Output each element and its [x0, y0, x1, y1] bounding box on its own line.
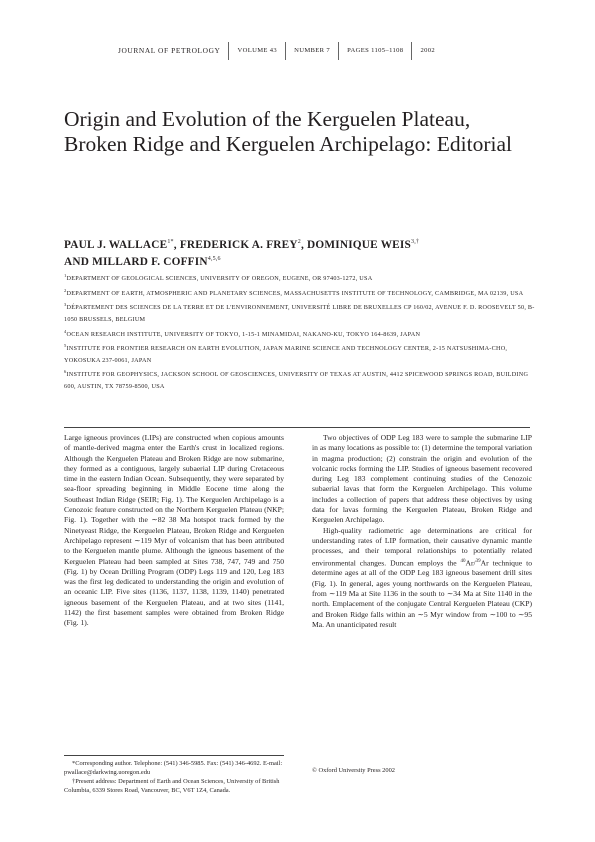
- article-title: Origin and Evolution of the Kerguelen Plateau, Broken Ridge and Kerguelen Archipelago: Editorial: [64, 107, 512, 156]
- footnote-corresponding-author: *Corresponding author. Telephone: (541) 346-5985. Fax: (541) 346-4692. E-mail: pwallace@darkwing.uoregon.edu: [64, 760, 283, 776]
- author-list: PAUL J. $WALLACE^{1*}$, FREDERICK A. FREY$^2$, DOMINIQUE $WEIS^{3,\dagger}$ AND MILLARD F. COFFIN$^{4,5,6}$: [64, 238, 420, 269]
- footnotes: [64, 755, 284, 795]
- affiliation: $^5$INSTITUTE FOR FRONTIER RESEARCH ON EARTH EVOLUTION, JAPAN MARINE SCIENCE AND TECHNOLOGY CENTER, 2-15 NATSUSHIMA-CHO, YOKOSUKA 237-0061, JAPAN: [64, 343, 508, 364]
- body-paragraph: Two objectives of ODP Leg 183 were to sample the submarine LIP in as many locations as possible to: (1) determine the temporal variation in magma production; (2) constrain the origin and evolution of the volcanic rocks forming the LIP. Studies of igneous basement recovered during Leg 183 complement continuing studies of the Cenozoic subaerial lavas that form the Kerguelen Archipelago. This volume includes a collection of papers that address these objectives by using data for lavas forming the Kerguelen Plateau, Broken Ridge and Kerguelen Archipelago.: [312, 433, 532, 525]
- author-affiliation-mark: 4,5,6: [207, 256, 221, 263]
- affiliation: $^1$DEPARTMENT OF GEOLOGICAL SCIENCES, UNIVERSITY OF OREGON, EUGENE, OR 97403-1272, USA: [64, 273, 373, 283]
- volume-label: VOLUME 43: [237, 47, 278, 54]
- body-column-right: [312, 433, 532, 630]
- author-name: AND MILLARD F. COFFIN: [64, 256, 208, 269]
- footnote-divider: [64, 755, 284, 756]
- body-column-left: [64, 433, 284, 629]
- author-name: DOMINIQUE WEIS: [307, 238, 412, 251]
- author-affiliation-mark: 1*: [167, 239, 174, 245]
- affiliation: $^3$DÉPARTEMENT DES SCIENCES DE LA TERRE ET DE L'ENVIRONNEMENT, UNIVERSITÉ LIBRE DE BRUXELLES CP 160/02, AVENUE F. D. ROOSEVELT 50, B-1050 BRUSSELS, BELGIUM: [64, 302, 535, 323]
- section-divider: [64, 427, 530, 428]
- body-paragraph: High-quality radiometric age determinations are critical for understanding rates of LIP formation, their causative dynamic mantle processes, and their temporal relationships to potentially related environmental changes. Duncan employs the $^{40}$Ar/$^{39}$Ar technique to determine ages at all of the ODP Leg 183 igneous basement drill sites (Fig. 1). In general, ages young northwards on the Kerguelen Plateau, from ∼119 Ma at Site 1136 in the south to ∼34 Ma at Site 1140 in the north. Emplacement of the conjugate Central Kerguelen Plateau (CKP) and Broken Ridge falls within an ∼5 Myr window from ∼100 to ∼95 Ma. An unanticipated result: [312, 525, 532, 629]
- affiliation: $^4$OCEAN RESEARCH INSTITUTE, UNIVERSITY OF TOKYO, 1-15-1 MINAMIDAI, NAKANO-KU, TOKYO 164-8639, JAPAN: [64, 328, 421, 338]
- author-name: PAUL J. WALLACE: [64, 238, 168, 251]
- journal-name: JOURNAL OF PETROLOGY: [118, 46, 221, 55]
- author-affiliation-mark: 3,†: [411, 239, 420, 245]
- page-range: PAGES 1105–1108: [347, 47, 404, 54]
- copyright-notice: © Oxford University Press 2002: [312, 767, 395, 774]
- affiliation: $^6$INSTITUTE FOR GEOPHYSICS, JACKSON SCHOOL OF GEOSCIENCES, UNIVERSITY OF TEXAS AT AUSTIN, 4412 SPICEWOOD SPRINGS ROAD, BUILDING 600, AUSTIN, TX 78759-8500, USA: [64, 369, 529, 391]
- running-header: [118, 45, 443, 57]
- author-affiliation-mark: 2: [297, 239, 301, 245]
- author-name: FREDERICK A. FREY: [179, 238, 298, 251]
- body-paragraph: Large igneous provinces (LIPs) are constructed when copious amounts of mantle-derived magma enter the Earth's crust in localized regions. Although the Kerguelen Plateau and Broken Ridge are now submarine, they formed as a contiguous, largely subaerial LIP during Cretaceous time in the eastern Indian Ocean. Subsequently, they were separated by sea-floor spreading beginning in Middle Eocene time along the Southeast Indian Ridge (SEIR; Fig. 1). The Kerguelen Archipelago is a Cenozoic feature constructed on the Northern Kerguelen Plateau (NKP; Fig. 1). Together with the ∼82 38 Ma hotspot track formed by the Ninetyeast Ridge, the Kerguelen Plateau, Broken Ridge and Kerguelen Archipelago represent ∼119 Myr of volcanism that has been attributed to the Kerguelen mantle plume. Although the igneous basement of the Kerguelen Plateau had been sampled at Sites 738, 747, 749 and 750 (Fig. 1) by Ocean Drilling Program (ODP) Legs 119 and 120, Leg 183 was the first leg dedicated to understanding the origin and evolution of an oceanic LIP. Five sites (1136, 1137, 1138, 1139, 1140) penetrated igneous basement of the Kerguelen Plateau, and at two sites (1141, 1142) the first basement samples were obtained from Broken Ridge (Fig. 1).: [64, 433, 284, 628]
- footnote-present-address: †Present address: Department of Earth and Ocean Sciences, University of British Columbia, 6339 Stores Road, Vancouver, BC, V6T 1Z4, Canada.: [64, 778, 280, 794]
- affiliation-list: [64, 270, 536, 393]
- year: 2002: [420, 47, 436, 54]
- issue-number: NUMBER 7: [294, 47, 331, 54]
- affiliation: $^2$DEPARTMENT OF EARTH, ATMOSPHERIC AND PLANETARY SCIENCES, MASSACHUSETTS INSTITUTE OF TECHNOLOGY, CAMBRIDGE, MA 02139, USA: [64, 287, 524, 297]
